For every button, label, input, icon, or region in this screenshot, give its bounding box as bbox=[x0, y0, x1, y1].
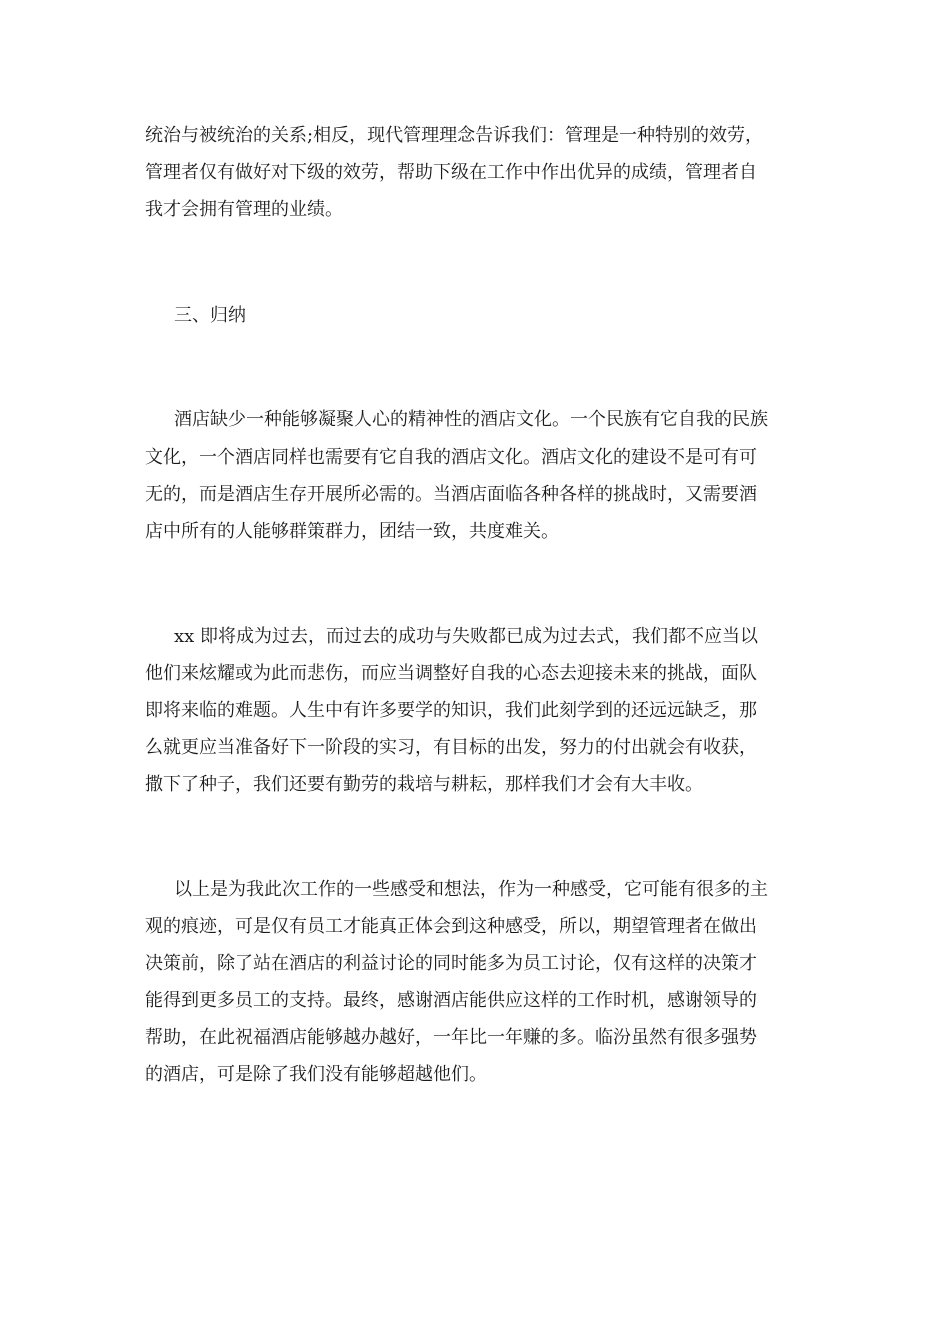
paragraph-line: 撒下了种子，我们还要有勤劳的栽培与耕耘，那样我们才会有大丰收。 bbox=[145, 774, 703, 795]
paragraph-line: 么就更应当准备好下一阶段的实习，有目标的出发，努力的付出就会有收获， bbox=[145, 737, 757, 758]
paragraph-line: 统治与被统治的关系;相反，现代管理理念告诉我们：管理是一种特别的效劳， bbox=[145, 125, 764, 146]
paragraph-line: 以上是为我此次工作的一些感受和想法，作为一种感受，它可能有很多的主 bbox=[174, 879, 768, 900]
paragraph-line: 我才会拥有管理的业绩。 bbox=[145, 199, 343, 220]
paragraph-line: 帮助，在此祝福酒店能够越办越好，一年比一年赚的多。临汾虽然有很多强势 bbox=[145, 1027, 757, 1048]
section-heading: 三、归纳 bbox=[174, 305, 246, 326]
paragraph-line: 的酒店，可是除了我们没有能够超越他们。 bbox=[145, 1064, 487, 1085]
paragraph-line: 即将来临的难题。人生中有许多要学的知识，我们此刻学到的还远远缺乏，那 bbox=[145, 700, 757, 721]
paragraph-line: 管理者仅有做好对下级的效劳，帮助下级在工作中作出优异的成绩，管理者自 bbox=[145, 162, 757, 183]
paragraph-line: 文化，一个酒店同样也需要有它自我的酒店文化。酒店文化的建设不是可有可 bbox=[145, 447, 757, 468]
paragraph-line: 观的痕迹，可是仅有员工才能真正体会到这种感受，所以，期望管理者在做出 bbox=[145, 916, 757, 937]
paragraph-line: 他们来炫耀或为此而悲伤，而应当调整好自我的心态去迎接未来的挑战，面队 bbox=[145, 663, 757, 684]
paragraph-line: xx 即将成为过去，而过去的成功与失败都已成为过去式，我们都不应当以 bbox=[174, 626, 759, 647]
paragraph-line: 能得到更多员工的支持。最终，感谢酒店能供应这样的工作时机，感谢领导的 bbox=[145, 990, 757, 1011]
paragraph-line: 无的，而是酒店生存开展所必需的。当酒店面临各种各样的挑战时，又需要酒 bbox=[145, 484, 757, 505]
paragraph-line: 店中所有的人能够群策群力，团结一致，共度难关。 bbox=[145, 521, 559, 542]
paragraph-line: 酒店缺少一种能够凝聚人心的精神性的酒店文化。一个民族有它自我的民族 bbox=[174, 409, 768, 430]
paragraph-line: 决策前，除了站在酒店的利益讨论的同时能多为员工讨论，仅有这样的决策才 bbox=[145, 953, 757, 974]
